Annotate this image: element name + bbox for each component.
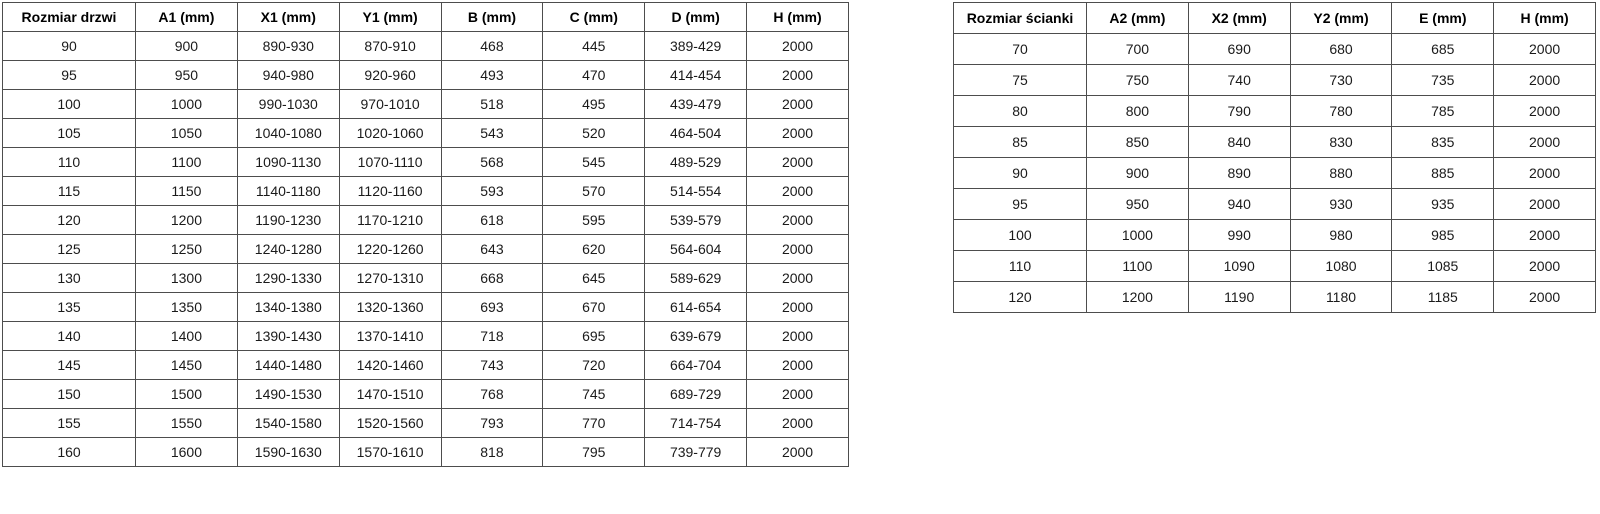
column-header: A2 (mm) [1087, 3, 1189, 34]
table-cell: 445 [543, 32, 645, 61]
column-header: Y1 (mm) [339, 3, 441, 32]
table-cell: 564-604 [645, 235, 747, 264]
table-cell: 685 [1392, 34, 1494, 65]
table-cell: 100 [3, 90, 136, 119]
table-cell: 670 [543, 293, 645, 322]
table-cell: 735 [1392, 65, 1494, 96]
table-cell: 2000 [1494, 127, 1596, 158]
table-cell: 90 [3, 32, 136, 61]
table-cell: 1450 [136, 351, 238, 380]
table-cell: 990-1030 [237, 90, 339, 119]
table-cell: 1020-1060 [339, 119, 441, 148]
table-cell: 140 [3, 322, 136, 351]
table-cell: 539-579 [645, 206, 747, 235]
table-cell: 1500 [136, 380, 238, 409]
table-cell: 439-479 [645, 90, 747, 119]
table-cell: 2000 [1494, 34, 1596, 65]
table-cell: 750 [1087, 65, 1189, 96]
table-cell: 1300 [136, 264, 238, 293]
wall-size-table [953, 2, 1596, 313]
column-header: C (mm) [543, 3, 645, 32]
table-cell: 135 [3, 293, 136, 322]
table-cell: 730 [1290, 65, 1392, 96]
table-cell: 1090-1130 [237, 148, 339, 177]
table-cell: 1420-1460 [339, 351, 441, 380]
table-cell: 1190-1230 [237, 206, 339, 235]
table-cell: 2000 [1494, 158, 1596, 189]
table-cell: 920-960 [339, 61, 441, 90]
table-cell: 2000 [747, 148, 849, 177]
column-header: D (mm) [645, 3, 747, 32]
table-row [954, 251, 1596, 282]
table-cell: 743 [441, 351, 543, 380]
table-row [3, 351, 849, 380]
table-cell: 110 [954, 251, 1087, 282]
table-cell: 768 [441, 380, 543, 409]
table-cell: 1150 [136, 177, 238, 206]
table-cell: 464-504 [645, 119, 747, 148]
table-cell: 493 [441, 61, 543, 90]
table-row [3, 90, 849, 119]
column-header: B (mm) [441, 3, 543, 32]
table-cell: 1085 [1392, 251, 1494, 282]
table-cell: 468 [441, 32, 543, 61]
table-cell: 90 [954, 158, 1087, 189]
table-cell: 840 [1188, 127, 1290, 158]
table-cell: 100 [954, 220, 1087, 251]
table-cell: 1100 [136, 148, 238, 177]
table-cell: 1200 [1087, 282, 1189, 313]
table-cell: 2000 [747, 409, 849, 438]
table-row [3, 380, 849, 409]
column-header: H (mm) [747, 3, 849, 32]
table-cell: 1080 [1290, 251, 1392, 282]
table-cell: 2000 [1494, 65, 1596, 96]
table-row [954, 220, 1596, 251]
table-cell: 2000 [1494, 96, 1596, 127]
table-cell: 718 [441, 322, 543, 351]
table-row [3, 438, 849, 467]
table-row [3, 264, 849, 293]
table-cell: 714-754 [645, 409, 747, 438]
table-cell: 95 [954, 189, 1087, 220]
table-cell: 1550 [136, 409, 238, 438]
table-cell: 680 [1290, 34, 1392, 65]
table-cell: 1490-1530 [237, 380, 339, 409]
table-cell: 2000 [747, 322, 849, 351]
table-cell: 2000 [747, 177, 849, 206]
table-row [954, 282, 1596, 313]
table-cell: 645 [543, 264, 645, 293]
table-row [954, 189, 1596, 220]
table-cell: 568 [441, 148, 543, 177]
table-cell: 1340-1380 [237, 293, 339, 322]
table-cell: 2000 [747, 351, 849, 380]
table-cell: 543 [441, 119, 543, 148]
table-cell: 125 [3, 235, 136, 264]
table-cell: 689-729 [645, 380, 747, 409]
table-cell: 940-980 [237, 61, 339, 90]
table-row [3, 61, 849, 90]
table-cell: 639-679 [645, 322, 747, 351]
table-cell: 2000 [747, 206, 849, 235]
table-cell: 1040-1080 [237, 119, 339, 148]
table-row [954, 96, 1596, 127]
table-cell: 795 [543, 438, 645, 467]
table-cell: 150 [3, 380, 136, 409]
table-cell: 1470-1510 [339, 380, 441, 409]
table-row [954, 127, 1596, 158]
table-cell: 990 [1188, 220, 1290, 251]
table-cell: 2000 [1494, 220, 1596, 251]
table-cell: 1570-1610 [339, 438, 441, 467]
table-row [954, 158, 1596, 189]
table-cell: 618 [441, 206, 543, 235]
header-row [954, 3, 1596, 34]
table-cell: 160 [3, 438, 136, 467]
table-cell: 1120-1160 [339, 177, 441, 206]
table-row [3, 206, 849, 235]
table-cell: 130 [3, 264, 136, 293]
table-row [3, 119, 849, 148]
table-cell: 155 [3, 409, 136, 438]
table-cell: 900 [136, 32, 238, 61]
table-cell: 950 [136, 61, 238, 90]
column-header: A1 (mm) [136, 3, 238, 32]
table-cell: 818 [441, 438, 543, 467]
table-cell: 2000 [747, 264, 849, 293]
table-cell: 2000 [747, 438, 849, 467]
table-cell: 930 [1290, 189, 1392, 220]
wall-size-table-header [954, 3, 1596, 34]
table-cell: 643 [441, 235, 543, 264]
table-cell: 145 [3, 351, 136, 380]
wall-size-table-body [954, 34, 1596, 313]
table-cell: 1240-1280 [237, 235, 339, 264]
table-cell: 1070-1110 [339, 148, 441, 177]
table-cell: 1400 [136, 322, 238, 351]
table-cell: 1590-1630 [237, 438, 339, 467]
table-cell: 570 [543, 177, 645, 206]
table-cell: 700 [1087, 34, 1189, 65]
table-cell: 70 [954, 34, 1087, 65]
table-cell: 1100 [1087, 251, 1189, 282]
table-cell: 693 [441, 293, 543, 322]
table-cell: 105 [3, 119, 136, 148]
table-cell: 2000 [747, 293, 849, 322]
table-cell: 75 [954, 65, 1087, 96]
table-cell: 95 [3, 61, 136, 90]
table-cell: 664-704 [645, 351, 747, 380]
table-cell: 593 [441, 177, 543, 206]
table-cell: 1000 [1087, 220, 1189, 251]
table-row [3, 409, 849, 438]
table-cell: 2000 [747, 119, 849, 148]
table-cell: 780 [1290, 96, 1392, 127]
table-cell: 1320-1360 [339, 293, 441, 322]
table-cell: 1180 [1290, 282, 1392, 313]
table-cell: 1200 [136, 206, 238, 235]
table-cell: 80 [954, 96, 1087, 127]
table-cell: 389-429 [645, 32, 747, 61]
table-row [3, 322, 849, 351]
table-cell: 790 [1188, 96, 1290, 127]
table-cell: 518 [441, 90, 543, 119]
table-cell: 1390-1430 [237, 322, 339, 351]
column-header: E (mm) [1392, 3, 1494, 34]
table-cell: 2000 [1494, 189, 1596, 220]
table-cell: 2000 [1494, 251, 1596, 282]
table-cell: 668 [441, 264, 543, 293]
table-cell: 1440-1480 [237, 351, 339, 380]
table-row [954, 34, 1596, 65]
table-cell: 770 [543, 409, 645, 438]
table-cell: 800 [1087, 96, 1189, 127]
table-cell: 745 [543, 380, 645, 409]
table-cell: 470 [543, 61, 645, 90]
table-cell: 489-529 [645, 148, 747, 177]
table-cell: 785 [1392, 96, 1494, 127]
table-cell: 2000 [747, 32, 849, 61]
table-cell: 1520-1560 [339, 409, 441, 438]
table-cell: 720 [543, 351, 645, 380]
table-cell: 1370-1410 [339, 322, 441, 351]
table-cell: 545 [543, 148, 645, 177]
table-cell: 835 [1392, 127, 1494, 158]
table-cell: 885 [1392, 158, 1494, 189]
table-cell: 1600 [136, 438, 238, 467]
table-cell: 890-930 [237, 32, 339, 61]
table-cell: 1220-1260 [339, 235, 441, 264]
table-row [3, 32, 849, 61]
table-cell: 1270-1310 [339, 264, 441, 293]
table-cell: 850 [1087, 127, 1189, 158]
table-cell: 85 [954, 127, 1087, 158]
door-size-table-header [3, 3, 849, 32]
table-cell: 1140-1180 [237, 177, 339, 206]
table-cell: 495 [543, 90, 645, 119]
table-cell: 1185 [1392, 282, 1494, 313]
table-cell: 120 [954, 282, 1087, 313]
table-cell: 690 [1188, 34, 1290, 65]
table-cell: 985 [1392, 220, 1494, 251]
table-cell: 115 [3, 177, 136, 206]
table-cell: 695 [543, 322, 645, 351]
table-cell: 739-779 [645, 438, 747, 467]
table-cell: 620 [543, 235, 645, 264]
table-cell: 1290-1330 [237, 264, 339, 293]
table-cell: 1170-1210 [339, 206, 441, 235]
table-cell: 1540-1580 [237, 409, 339, 438]
table-cell: 1000 [136, 90, 238, 119]
table-cell: 950 [1087, 189, 1189, 220]
table-cell: 414-454 [645, 61, 747, 90]
table-row [3, 177, 849, 206]
column-header: Y2 (mm) [1290, 3, 1392, 34]
table-row [3, 148, 849, 177]
table-cell: 970-1010 [339, 90, 441, 119]
table-cell: 110 [3, 148, 136, 177]
table-cell: 1190 [1188, 282, 1290, 313]
door-size-table-body [3, 32, 849, 467]
table-row [3, 235, 849, 264]
table-cell: 2000 [747, 90, 849, 119]
table-cell: 1090 [1188, 251, 1290, 282]
table-cell: 1350 [136, 293, 238, 322]
column-header: Rozmiar drzwi [3, 3, 136, 32]
table-cell: 595 [543, 206, 645, 235]
header-row [3, 3, 849, 32]
table-cell: 900 [1087, 158, 1189, 189]
table-cell: 2000 [747, 61, 849, 90]
table-cell: 589-629 [645, 264, 747, 293]
column-header: X1 (mm) [237, 3, 339, 32]
table-cell: 120 [3, 206, 136, 235]
table-cell: 1250 [136, 235, 238, 264]
table-cell: 520 [543, 119, 645, 148]
table-cell: 614-654 [645, 293, 747, 322]
table-cell: 830 [1290, 127, 1392, 158]
table-cell: 940 [1188, 189, 1290, 220]
table-row [954, 65, 1596, 96]
table-cell: 2000 [1494, 282, 1596, 313]
table-cell: 514-554 [645, 177, 747, 206]
table-row [3, 293, 849, 322]
table-cell: 980 [1290, 220, 1392, 251]
table-cell: 740 [1188, 65, 1290, 96]
table-cell: 2000 [747, 235, 849, 264]
column-header: Rozmiar ścianki [954, 3, 1087, 34]
table-cell: 890 [1188, 158, 1290, 189]
table-cell: 2000 [747, 380, 849, 409]
column-header: H (mm) [1494, 3, 1596, 34]
table-cell: 1050 [136, 119, 238, 148]
table-cell: 793 [441, 409, 543, 438]
table-cell: 870-910 [339, 32, 441, 61]
column-header: X2 (mm) [1188, 3, 1290, 34]
table-cell: 880 [1290, 158, 1392, 189]
table-cell: 935 [1392, 189, 1494, 220]
door-size-table [2, 2, 849, 467]
